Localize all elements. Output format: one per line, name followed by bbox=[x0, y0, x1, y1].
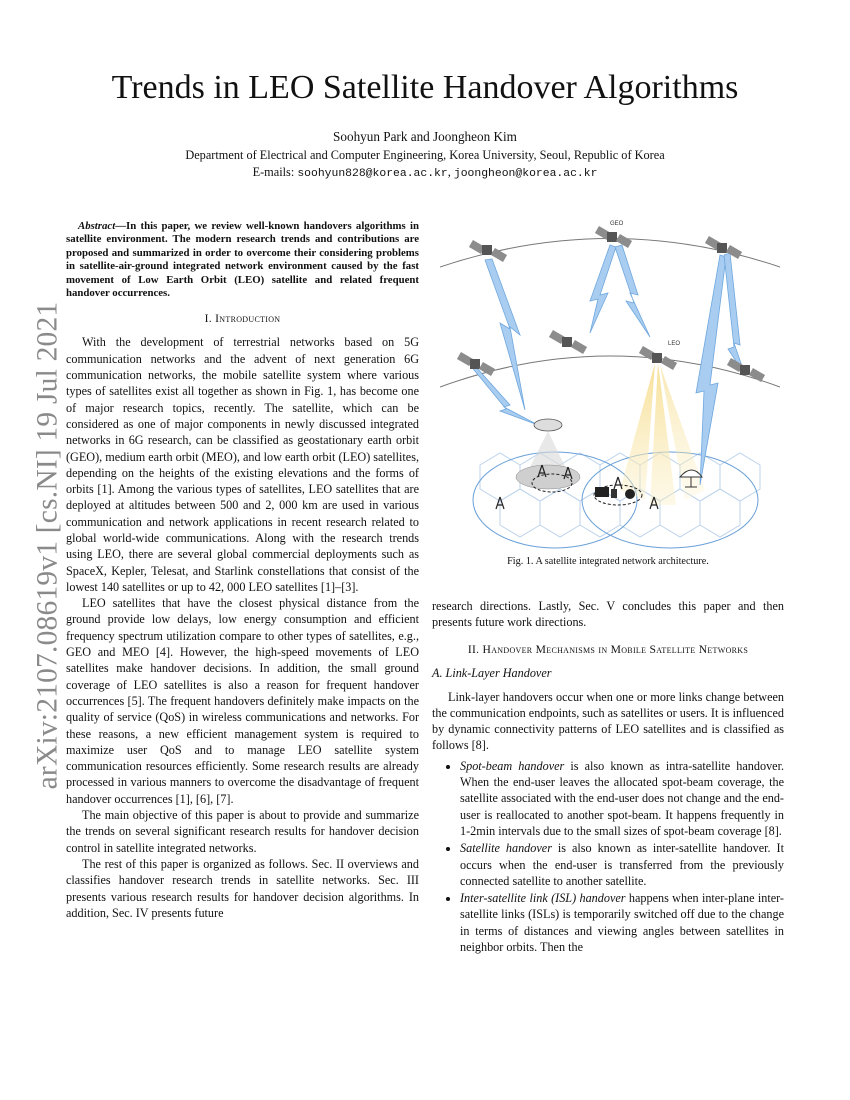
label-geo: GEO bbox=[610, 221, 624, 227]
bullet-term: Inter-satellite link (ISL) handover bbox=[460, 891, 626, 906]
intro-paragraph-2: LEO satellites that have the closest physical distance from the ground provide low delays, low energy consumption and efficient frequency spectrum utilization compare to other types of satellites, e.g., GEO and MEO [4]. However, the high-speed movements of LEO satellites make handover decisions. In addition, the small ground coverage of LEO satellites is also a reason for frequent handover occurrences [5]. The frequent handovers definitely make impacts on the quality of service (QoS) in wireless communications and networks. For these reasons, a new efficient management system is required to maximize user QoS and to manage LEO satellite system communication resources efficiently. Some research results are already processed in various manners to overcome the disadvantage of frequent handover occurrences [1], [6], [7]. bbox=[66, 596, 419, 806]
emails-prefix: E-mails: bbox=[252, 165, 298, 179]
emails bbox=[60, 164, 790, 183]
email-link-1[interactable]: soohyun828@korea.ac.kr bbox=[297, 168, 448, 180]
handover-types-list bbox=[432, 758, 784, 956]
geo-satellite-left bbox=[469, 240, 507, 262]
section-heading-introduction: I. Introduction bbox=[204, 312, 281, 326]
figure-caption: Fig. 1. A satellite integrated network architecture. bbox=[507, 556, 709, 567]
leo-satellite-2 bbox=[549, 330, 587, 354]
bullet-text: is also known as intra-satellite handover. When the end-user leaves the allocated spot-beam coverage, the satellite associated with the end-user does not change and the end-user is reallocated to another spot-beam. It happens frequently in 1-2min intervals due to the small sizes of spot-beam coverage [8]. bbox=[460, 758, 784, 838]
spot-beam-2 bbox=[650, 363, 676, 505]
figure-satellite-network bbox=[440, 215, 780, 550]
bullet-term: Satellite handover bbox=[460, 841, 552, 856]
geo-satellite-center bbox=[595, 226, 632, 248]
left-column bbox=[66, 220, 419, 921]
hexagon-coverage-grid bbox=[480, 453, 760, 537]
leo-satellite-4 bbox=[727, 358, 765, 382]
arxiv-stamp-text: arXiv:2107.08619v1 [cs.NI] 19 Jul 2021 bbox=[31, 301, 63, 789]
section-heading-handover-mechanisms: II. Handover Mechanisms in Mobile Satellite Networks bbox=[467, 642, 749, 656]
ground-shadow bbox=[516, 465, 580, 489]
link-layer-intro: Link-layer handovers occur when one or more links change between the communication endpoints, such as satellites or users. It is influenced by dynamic connectivity patterns of LEO satellites and is classified as follows [8]. bbox=[432, 689, 785, 753]
affiliation: Department of Electrical and Computer Engineering, Korea University, Seoul, Republic of Korea bbox=[185, 148, 665, 162]
abstract-label: Abstract bbox=[78, 220, 116, 232]
user-device-phone bbox=[611, 489, 617, 498]
radio-links bbox=[470, 245, 745, 485]
spot-beam-1 bbox=[620, 363, 655, 500]
paper-title: Trends in LEO Satellite Handover Algorithms bbox=[111, 69, 739, 106]
list-item bbox=[460, 758, 784, 839]
abstract bbox=[66, 220, 419, 300]
subsection-heading-link-layer: A. Link-Layer Handover bbox=[432, 665, 552, 680]
intro-paragraph-3: The main objective of this paper is about to provide and summarize the trends on several significant research results for handover decision control in satellite integrated networks. bbox=[66, 808, 419, 855]
intro-paragraph-1: With the development of terrestrial networks based on 5G communication networks and the advent of next generation 6G communication networks, the mobile satellite system where various types of satellites exist all together as shown in Fig. 1, has become one of major research topics, recently. The satellite, which can be considered as one of major components in newly discussed integrated networks in 6G research, can be classified as geostationary earth orbit (GEO), medium earth orbit (MEO), and low earth orbit (LEO) satellites, depending on the heights of the existing elevations and the forms of orbits [1]. Among the various types of satellites, LEO satellites that are deployed at altitudes between 500 and 2, 000 km are used in various communication and network applications in recent research related to global world-wide communications. Along with the research trends using LEO, there are several global commercial deployments such as SpaceX, Kepler, Telesat, and Starlink constellations that consist of the lowest 140 satellites or up to 42, 000 LEO satellites [1]–[3]. bbox=[66, 335, 419, 594]
list-item bbox=[460, 840, 784, 889]
user-device-laptop bbox=[595, 487, 609, 497]
list-item bbox=[460, 890, 784, 955]
user-device-person bbox=[625, 489, 635, 499]
network-architecture-diagram bbox=[440, 215, 780, 550]
email-link-2[interactable]: joongheon@korea.ac.kr bbox=[453, 168, 598, 180]
authors: Soohyun Park and Joongheon Kim bbox=[333, 129, 517, 144]
label-leo: LEO bbox=[668, 341, 681, 347]
bullet-term: Spot-beam handover bbox=[460, 758, 565, 773]
right-column bbox=[432, 598, 784, 956]
geo-satellite-right bbox=[705, 236, 742, 259]
emails-separator: , bbox=[447, 165, 454, 179]
intro-paragraph-4: The rest of this paper is organized as follows. Sec. II overviews and classifies handover research trends in satellite networks. Sec. III presents various research results for handover decision algorithms. In addition, Sec. IV presents future bbox=[66, 856, 419, 920]
abstract-text: —In this paper, we review well-known handovers algorithms in satellite environment. The modern research trends and contributions are proposed and summarized in order to overcome their considering problems in satellite-air-ground integrated network environment caused by the fast movement of Low Earth Orbit (LEO) satellite and related frequent handover occurrences. bbox=[66, 220, 419, 300]
bullet-text: is also known as inter-satellite handover. It occurs when the end-user is transferred from the previously connected satellite to another satellite. bbox=[460, 841, 784, 888]
intro-continuation: research directions. Lastly, Sec. V concludes this paper and then presents future work directions. bbox=[432, 599, 784, 630]
bullet-text: happens when inter-plane inter-satellite links (ISLs) is temporarily switched off due to the change in terms of distances and viewing angles between satellites in neighbor orbits. Then the bbox=[460, 891, 784, 955]
